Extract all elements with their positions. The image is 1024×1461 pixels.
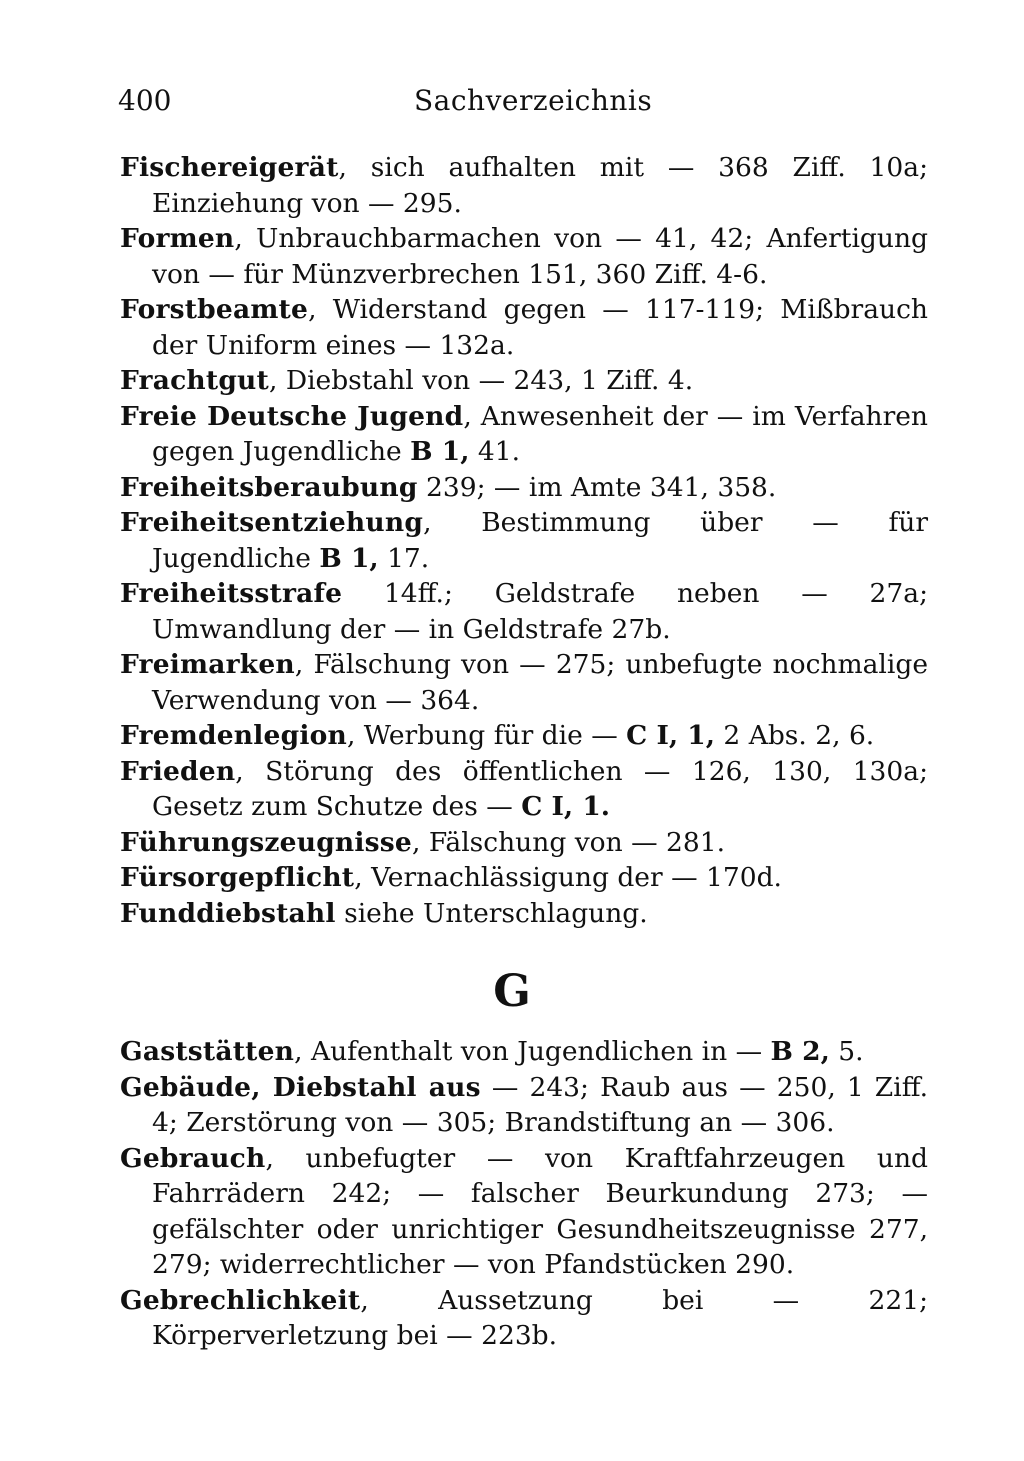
- section-letter: G: [493, 966, 531, 1017]
- index-entry: [120, 399, 928, 470]
- index-text: , Bestimmung über — für Jugendliche: [152, 507, 928, 574]
- index-term: Fischereigerät: [120, 152, 339, 183]
- index-text: , Widerstand gegen — 117-119; Mißbrauch der Uniform eines — 132a.: [152, 294, 928, 361]
- index-term: Formen: [120, 223, 235, 254]
- index-term: Freiheitsberaubung: [120, 471, 418, 503]
- index-term: Freiheitsentziehung: [120, 507, 424, 538]
- index-term: Führungszeugnisse: [120, 826, 412, 858]
- index-term: Gaststätten: [120, 1036, 295, 1067]
- index-text: , Störung des öffentlichen — 126, 130, 130a; Gesetz zum Schutze des —: [152, 755, 928, 822]
- index-term: Freie Deutsche Jugend: [120, 400, 464, 432]
- index-term: Funddiebstahl: [120, 897, 336, 929]
- index-term: Fremdenlegion: [120, 720, 347, 751]
- index-entry: [120, 1070, 928, 1141]
- index-text: 239; — im Amte 341, 358.: [417, 471, 777, 503]
- index-text: siehe Unterschlagung.: [335, 897, 648, 929]
- index-text: , sich aufhalten mit — 368 Ziff. 10a; Einziehung von — 295.: [152, 152, 928, 219]
- index-entry: [120, 576, 928, 647]
- index-text: 2 Abs. 2, 6.: [714, 720, 875, 751]
- index-text: B 1,: [319, 542, 379, 574]
- index-entry: [120, 292, 928, 363]
- index-section-g: [120, 1034, 928, 1354]
- index-text: , unbefugter — von Kraftfahrzeugen und Fahrrädern 242; — falscher Beurkundung 273; — gefälschter oder unrichtiger Gesundheitszeugnisse 277, 279; widerrechtlicher — von Pfandstücken 290.: [152, 1142, 928, 1280]
- index-text: , Diebstahl von — 243, 1 Ziff. 4.: [268, 365, 694, 396]
- index-entry: [120, 363, 928, 399]
- index-entry: [120, 825, 928, 861]
- index-term: Freimarken: [120, 649, 295, 680]
- index-text: , Unbrauchbarmachen von — 41, 42; Anfertigung von — für Münzverbrechen 151, 360 Ziff. 4-6.: [152, 223, 928, 290]
- index-text: 17.: [378, 542, 430, 574]
- index-text: 41.: [469, 436, 520, 467]
- index-entry: [120, 860, 928, 896]
- index-text: B 2,: [770, 1036, 830, 1067]
- page-number: 400: [118, 84, 172, 117]
- index-entry: [120, 150, 928, 221]
- index-text: , Aussetzung bei — 221; Körperverletzung bei — 223b.: [152, 1284, 928, 1351]
- index-text: , Fälschung von — 281.: [411, 826, 726, 858]
- index-entry: [120, 470, 928, 506]
- index-text: 5.: [829, 1036, 864, 1067]
- index-text: C I, 1.: [521, 791, 611, 822]
- index-entry: [120, 1034, 928, 1070]
- index-term: Forstbeamte: [120, 294, 309, 325]
- page-header: [118, 84, 653, 124]
- index-text: — 243; Raub aus — 250, 1 Ziff. 4; Zerstörung von — 305; Brandstiftung an — 306.: [152, 1071, 928, 1138]
- index-entry: [120, 647, 928, 718]
- index-text: , Anwesenheit der — im Verfahren gegen Jugendliche: [152, 400, 928, 467]
- index-text: B 1,: [410, 436, 470, 467]
- index-entry: [120, 221, 928, 292]
- index-entry: [120, 896, 928, 932]
- index-term: Frieden: [120, 755, 236, 787]
- index-text: , Werbung für die —: [346, 720, 627, 751]
- index-entry: [120, 754, 928, 825]
- index-text: , Aufenthalt von Jugendlichen in —: [294, 1036, 771, 1067]
- index-entry: [120, 1283, 928, 1354]
- index-term: Freiheitsstrafe: [120, 578, 343, 609]
- index-entry: [120, 718, 928, 754]
- running-title: Sachverzeichnis: [414, 84, 653, 117]
- index-text: C I, 1,: [626, 720, 715, 751]
- index-text: 14ff.; Geldstrafe neben — 27a; Umwandlung der — in Geldstrafe 27b.: [152, 578, 928, 645]
- index-term: Gebrechlichkeit: [120, 1284, 361, 1316]
- index-text: , Vernachlässigung der — 170d.: [354, 862, 782, 893]
- index-term: Fürsorgepflicht: [120, 862, 355, 893]
- index-term: Frachtgut: [120, 365, 269, 396]
- index-term: Gebäude, Diebstahl aus: [120, 1071, 481, 1103]
- index-entry: [120, 1141, 928, 1283]
- index-entry: [120, 505, 928, 576]
- index-text: , Fälschung von — 275; unbefugte nochmalige Verwendung von — 364.: [152, 649, 928, 716]
- index-section-f: [120, 150, 928, 931]
- index-term: Gebrauch: [120, 1142, 266, 1174]
